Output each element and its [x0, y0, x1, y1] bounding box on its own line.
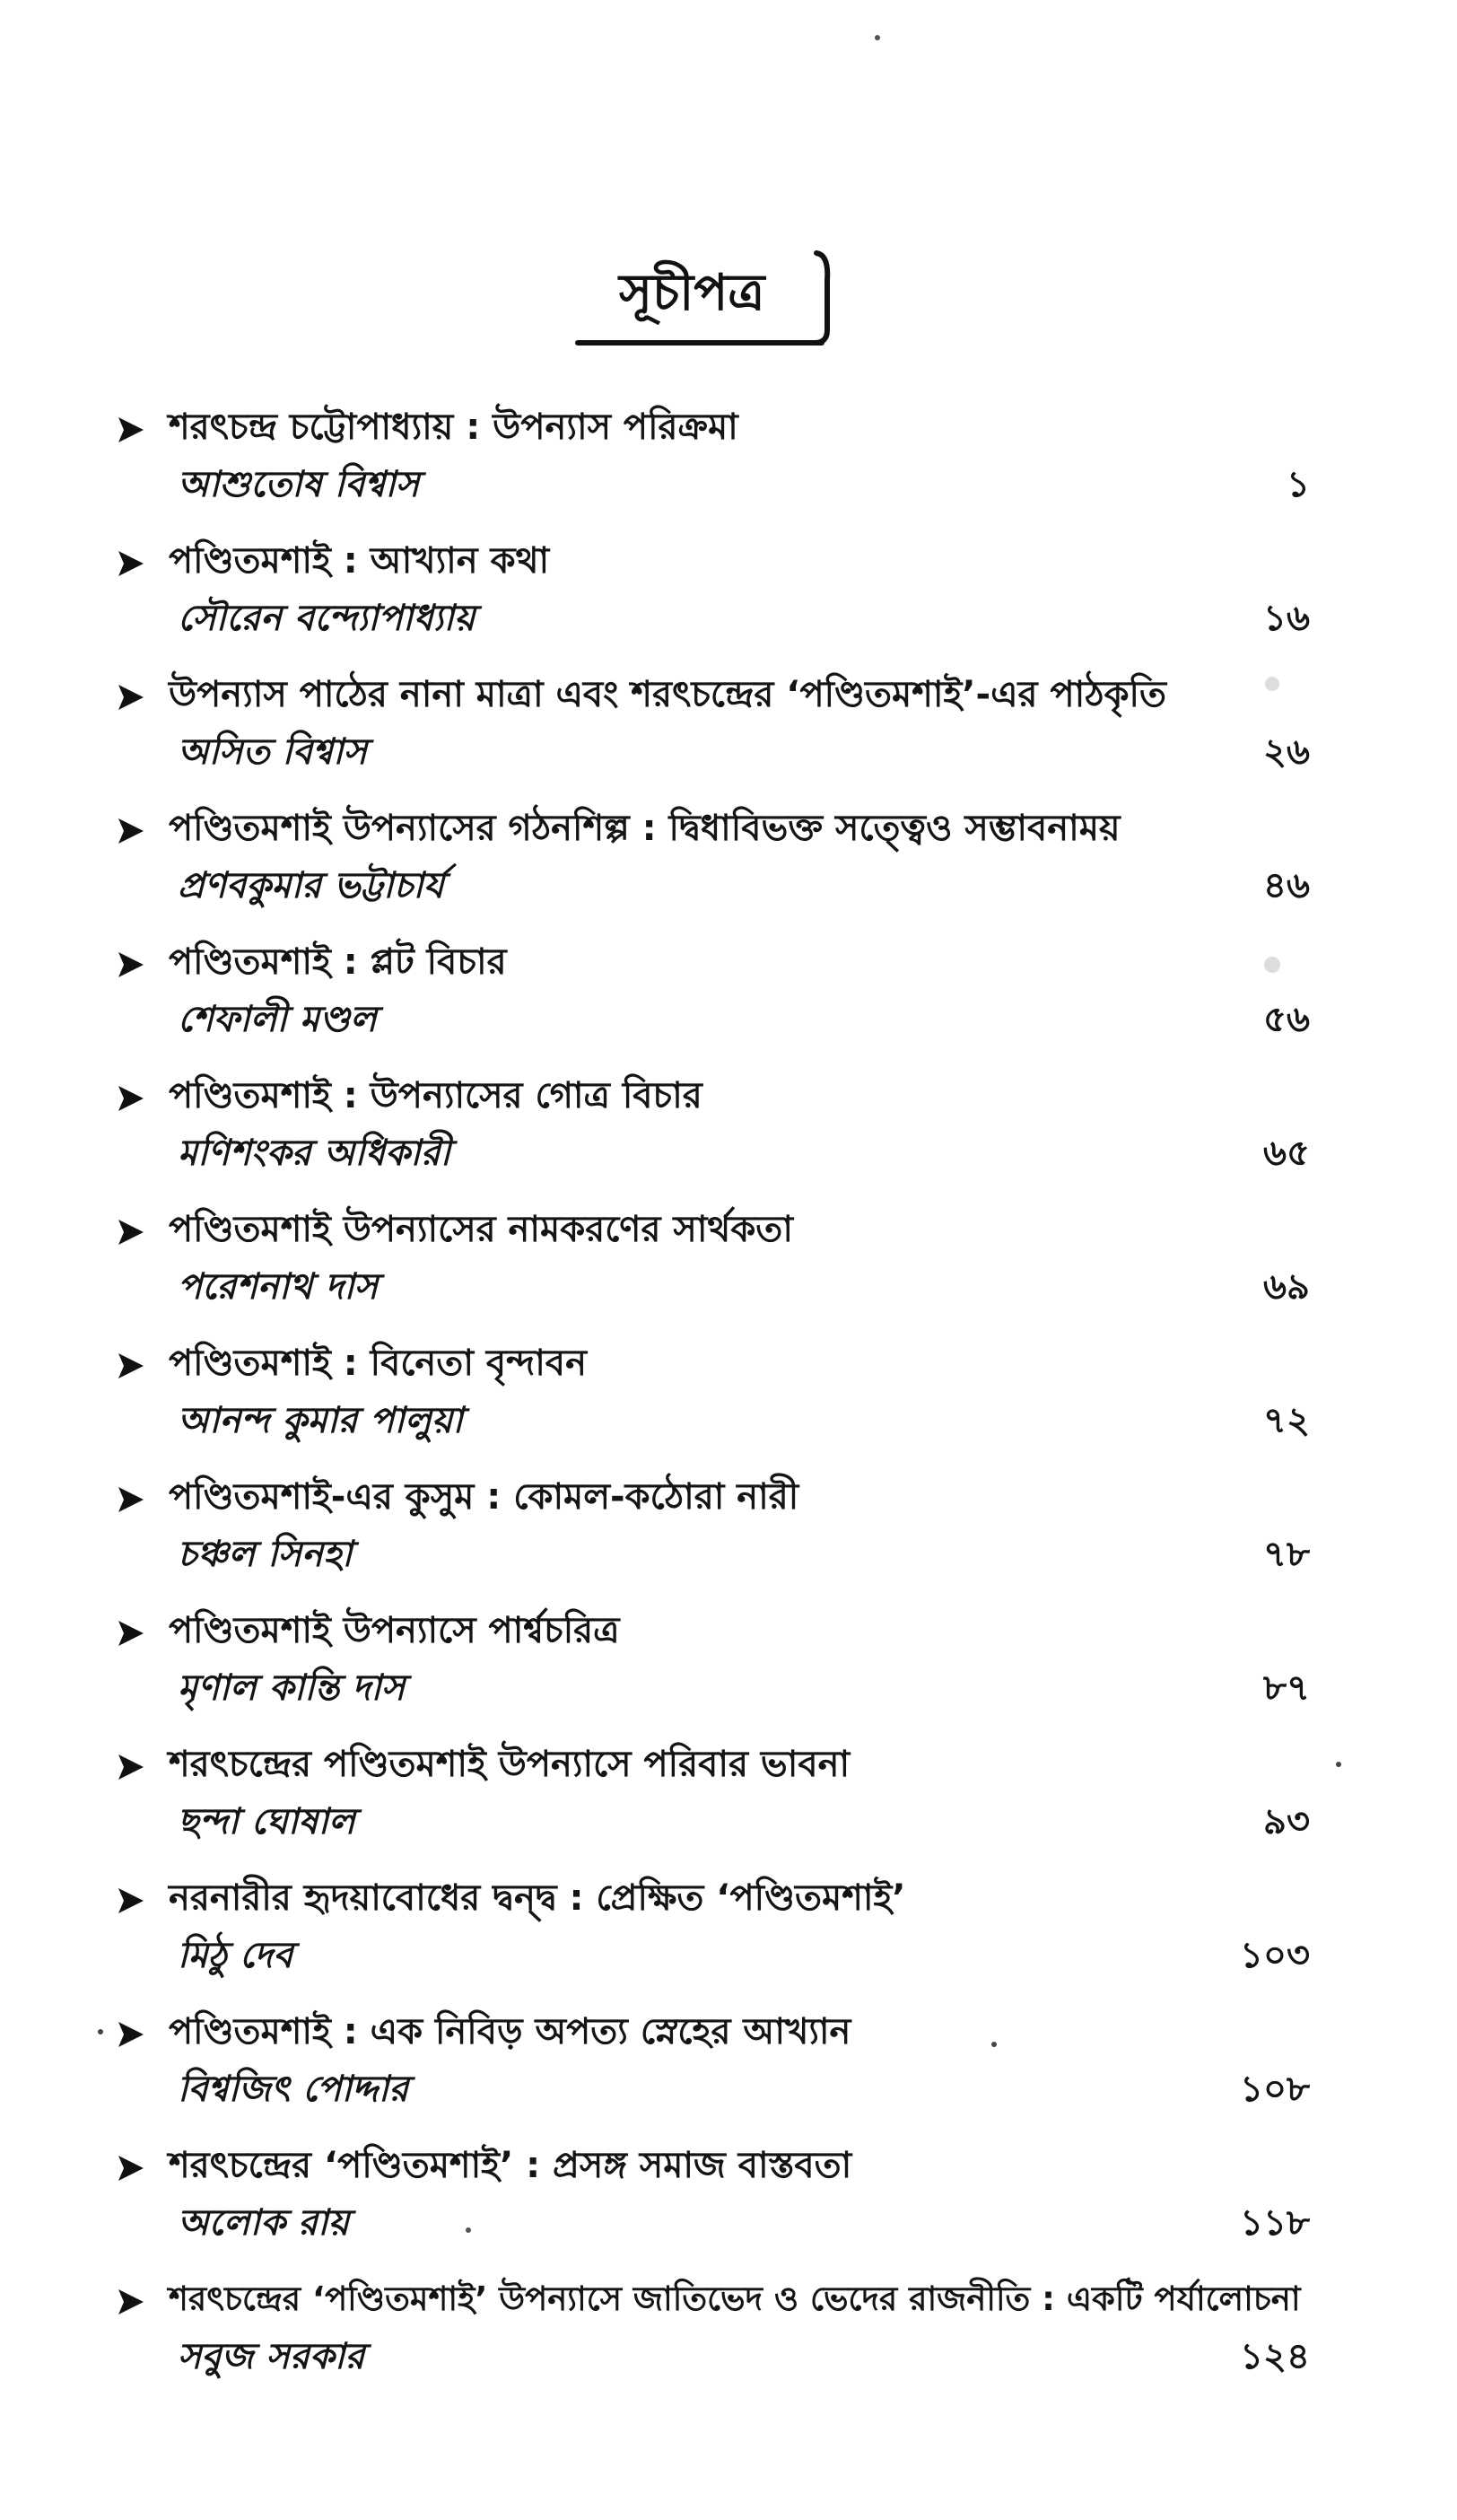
arrow-bullet-icon [117, 2154, 145, 2183]
entry-title: পণ্ডিতমশাই : আখ্যান কথা [169, 540, 550, 582]
entry-author: অলোক রায় [178, 2202, 350, 2244]
entry-page-number: ১ [1287, 464, 1310, 505]
entry-title: পণ্ডিতমশাই-এর কুসুম : কোমল-কঠোরা নারী [169, 1476, 799, 1518]
arrow-bullet-icon [117, 1753, 145, 1781]
arrow-bullet-icon [117, 549, 145, 578]
toc-list [117, 399, 1310, 2405]
entry-page-number: ৯৩ [1263, 1801, 1310, 1842]
toc-entry [117, 2271, 1310, 2405]
entry-title: পণ্ডিতমশাই উপন্যাসের নামকরণের সার্থকতা [169, 1209, 793, 1250]
entry-page-number: ৪৬ [1263, 865, 1310, 906]
entry-page-number: ১১৮ [1240, 2202, 1310, 2244]
arrow-bullet-icon [117, 416, 145, 444]
entry-title: পণ্ডিতমশাই উপন্যাসের গঠনশিল্প : দ্বিধাবিভক্ত সত্ত্বেও সম্ভাবনাময় [169, 808, 1121, 849]
toc-entry [117, 533, 1310, 667]
entry-author: আনন্দ কুমার পালুয়া [178, 1400, 463, 1441]
arrow-bullet-icon [117, 1084, 145, 1113]
entry-page-number: ৮৭ [1263, 1667, 1310, 1709]
entry-page-number: ৬৯ [1263, 1266, 1310, 1308]
toc-entry [117, 1469, 1310, 1603]
entry-title: পণ্ডিতমশাই : প্লট বিচার [169, 941, 507, 983]
entry-page-number: ১২৪ [1240, 2336, 1310, 2377]
toc-entry [117, 1202, 1310, 1335]
toc-entry [117, 801, 1310, 934]
arrow-bullet-icon [117, 1886, 145, 1915]
entry-page-number: ২৬ [1262, 731, 1310, 773]
arrow-bullet-icon [117, 2020, 145, 2049]
entry-page-number: ১০৮ [1240, 2069, 1310, 2110]
entry-page-number: ৭৮ [1263, 1534, 1310, 1575]
entry-author: সৌরেন বন্দ্যোপাধ্যায় [178, 598, 475, 639]
entry-page-number: ১০৩ [1240, 1935, 1310, 1976]
entry-author: প্রণবকুমার ভট্টাচার্য [178, 865, 444, 906]
entry-title: পণ্ডিতমশাই : বিনেতা বৃন্দাবন [169, 1343, 587, 1384]
arrow-bullet-icon [117, 817, 145, 845]
entry-author: বিশ্বজিৎ পোদ্দার [178, 2069, 409, 2110]
toc-entry [117, 934, 1310, 1068]
toc-entry [117, 1335, 1310, 1469]
entry-title: উপন্যাস পাঠের নানা মাত্রা এবং শরৎচন্দ্রের ‘পণ্ডিতমশাই’-এর পাঠকৃতি [169, 674, 1167, 715]
entry-page-number: ১৬ [1263, 598, 1310, 639]
toc-entry [117, 667, 1310, 801]
title-box [574, 244, 834, 352]
entry-title: পণ্ডিতমশাই উপন্যাসে পার্শ্বচরিত্র [169, 1610, 620, 1651]
entry-title: পণ্ডিতমশাই : এক নিবিড় অপত্য স্নেহের আখ্যান [169, 2011, 851, 2052]
toc-entry [117, 399, 1310, 533]
arrow-bullet-icon [117, 1352, 145, 1380]
entry-page-number: ৬৫ [1263, 1133, 1310, 1174]
entry-author: ছন্দা ঘোষাল [178, 1801, 355, 1842]
entry-author: পরেশনাথ দাস [178, 1266, 379, 1308]
entry-author: অসিত বিশ্বাস [178, 731, 368, 773]
arrow-bullet-icon [117, 950, 145, 979]
entry-title: শরৎচন্দ্রের পণ্ডিতমশাই উপন্যাসে পরিবার ভাবনা [169, 1744, 851, 1785]
toc-entry [117, 1737, 1310, 1870]
toc-entry [117, 1603, 1310, 1737]
entry-author: মৃণাল কান্তি দাস [178, 1667, 406, 1709]
arrow-bullet-icon [117, 2288, 145, 2316]
entry-author: চঞ্চল সিনহা [178, 1534, 353, 1575]
entry-title: শরৎচন্দ্রের ‘পণ্ডিতমশাই’ উপন্যাসে জাতিভেদ ও ভেদের রাজনীতি : একটি পর্যালোচনা [169, 2279, 1301, 2318]
entry-author: মিঠু দেব [178, 1935, 293, 1976]
entry-title: পণ্ডিতমশাই : উপন্যাসের গোত্র বিচার [169, 1075, 702, 1116]
entry-page-number: ৫৬ [1263, 999, 1310, 1040]
toc-entry [117, 1870, 1310, 2004]
entry-author: শেফালী মণ্ডল [178, 999, 377, 1040]
arrow-bullet-icon [117, 1218, 145, 1247]
entry-author: আশুতোষ বিশ্বাস [178, 464, 420, 505]
entry-author: সবুজ সরকার [178, 2336, 365, 2377]
entry-title: শরৎচন্দ্র চট্টোপাধ্যায় : উপন্যাস পরিক্রমা [169, 407, 738, 448]
entry-author: মণিশংকর অধিকারী [178, 1133, 451, 1174]
entry-title: শরৎচন্দ্রের ‘পণ্ডিতমশাই’ : প্রসঙ্গ সমাজ বাস্তবতা [169, 2145, 852, 2186]
page-title: সূচীপত্র [619, 264, 765, 322]
entry-page-number: ৭২ [1262, 1400, 1310, 1441]
toc-entry [117, 2004, 1310, 2138]
arrow-bullet-icon [117, 1619, 145, 1648]
entry-title: নরনারীর হৃদয়াবোধের দ্বন্দ্ব : প্রেক্ষিত ‘পণ্ডিতমশাই’ [169, 1877, 906, 1919]
arrow-bullet-icon [117, 1485, 145, 1514]
arrow-bullet-icon [117, 683, 145, 712]
toc-entry [117, 1068, 1310, 1202]
toc-entry [117, 2138, 1310, 2271]
